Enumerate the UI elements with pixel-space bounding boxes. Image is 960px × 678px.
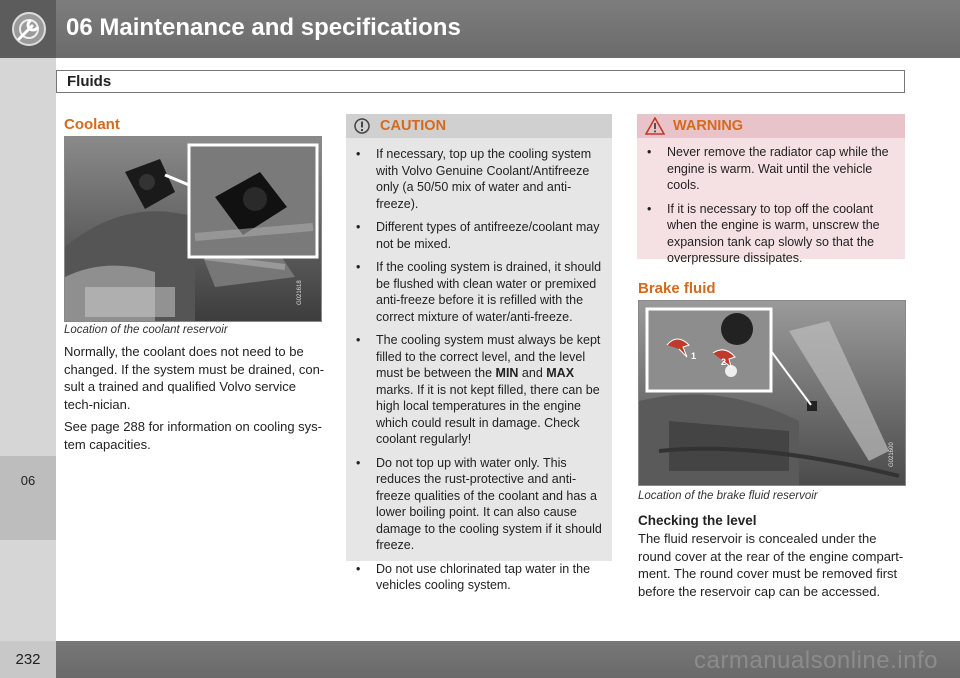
brake-fluid-body [638, 530, 906, 605]
caution-header [346, 114, 612, 138]
list-item: • Never remove the radiator cap while the engine is warm. Wait until the vehicle cools. [647, 145, 889, 192]
brake-fluid-heading: Brake fluid [638, 280, 716, 297]
caution-title: CAUTION [380, 118, 447, 134]
list-item: • Do not use chlorinated tap water in the vehicles cooling system. [356, 561, 591, 592]
caution-box [346, 114, 612, 592]
list-item: • If the cooling system is drained, it should be flushed with clean water or premixed anti-freeze before it is refilled with the correct mixture of water/anti-freeze. [356, 260, 602, 324]
page-footer [0, 641, 960, 678]
list-item: • If necessary, top up the cooling system with Volvo Genuine Coolant/Antifreeze only (a 50/50 mix of water and anti-freeze). [356, 147, 592, 211]
coolant-heading: Coolant [64, 116, 120, 133]
coolant-reservoir-photo [64, 136, 322, 322]
caution-list [352, 146, 606, 601]
callout-2: 2 [721, 357, 727, 367]
brake-fluid-paragraph: The fluid reservoir is concealed under the round cover at the rear of the engine compart-ment. The round cover must be removed first before the reservoir cap can be accessed. [638, 531, 904, 599]
coolant-paragraph: Normally, the coolant does not need to be changed. If the system must be drained, con-sult a trained and qualified Volvo service tech-nician. [64, 344, 325, 412]
coolant-body [64, 343, 326, 458]
chapter-sidebar [0, 58, 56, 641]
warning-box [637, 114, 905, 265]
section-title: Fluids [67, 73, 112, 90]
coolant-caption: Location of the coolant reservoir [64, 324, 228, 336]
chapter-tab-label: 06 [20, 473, 36, 488]
coolant-paragraph: See page 288 for information on cooling sys-tem capacities. [64, 419, 322, 452]
brake-fluid-reservoir-photo [638, 300, 906, 486]
watermark: carmanualsonline.info [694, 647, 938, 674]
image-reference-code: G021618 [297, 280, 303, 305]
chapter-header [0, 0, 960, 58]
callout-1: 1 [691, 351, 697, 361]
list-item: • The cooling system must always be kept filled to the correct level, and the level must be between the MIN and MAX marks. If it is not kept filled, there can be high local temperatures in the engine which could result in damage. Check coolant regularly! [356, 333, 601, 446]
warning-title: WARNING [673, 118, 744, 134]
caution-exclamation-icon [354, 118, 370, 134]
image-reference-code: G021600 [889, 442, 895, 467]
warning-list [643, 144, 899, 274]
chapter-title: 06 Maintenance and specifications [66, 14, 461, 41]
wrench-gear-icon [0, 0, 56, 58]
list-item: • Do not top up with water only. This reduces the rust-protective and anti-freeze qualities of the coolant and has a lower boiling point. It can also cause damage to the cooling system if it should freeze. [356, 455, 602, 552]
warning-header [637, 114, 905, 138]
page-number: 232 [15, 651, 41, 668]
section-title-bar [56, 70, 905, 93]
chapter-tab[interactable] [0, 456, 56, 540]
page-number-box [0, 641, 56, 678]
warning-triangle-icon [645, 117, 665, 135]
list-item: • If it is necessary to top off the coolant when the engine is warm, unscrew the expansion tank cap slowly so that the overpressure dissipates. [647, 201, 880, 265]
brake-fluid-caption: Location of the brake fluid reservoir [638, 490, 818, 502]
list-item: • Different types of antifreeze/coolant may not be mixed. [356, 220, 600, 251]
checking-level-subheading: Checking the level [638, 513, 757, 528]
